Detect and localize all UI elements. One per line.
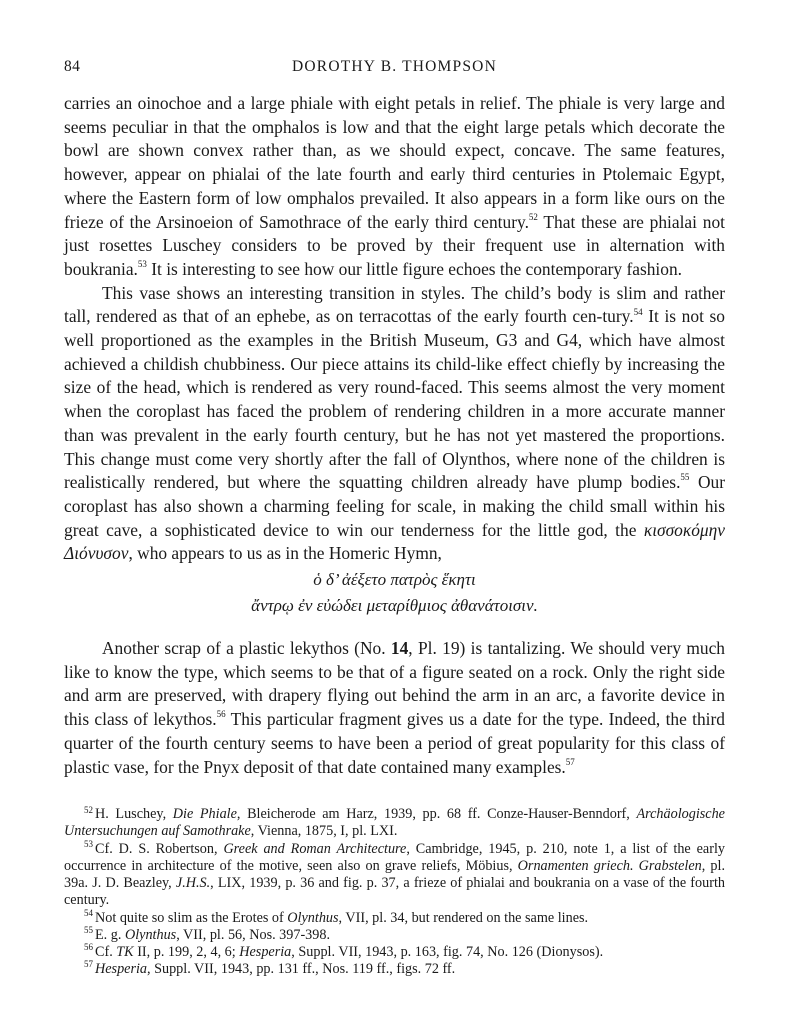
greek-verse-line-2: ἄντρῳ ἐν εὐώδει μεταρίθμιος ἀθανάτοισιν. [251, 595, 538, 615]
text-span: , VII, pl. 34, but rendered on the same lines. [338, 909, 589, 926]
footnote-number: 56 [84, 942, 93, 953]
text-span: H. Luschey, [95, 806, 173, 823]
footnote-ref-52[interactable]: 52 [528, 211, 538, 222]
footnote-number: 52 [84, 804, 93, 815]
footnote-54 [64, 907, 725, 927]
text-span: , pl. 39a. J. D. Beazley, [64, 857, 725, 892]
citation-title: Hesperia [95, 961, 148, 978]
text-span: , VII, pl. 56, Nos. 397-398. [176, 926, 331, 943]
text-span: This vase shows an interesting transition in styles. The child’s body is slim and rather tall, rendered as that of an ephebe, as on terracottas of the early fourth cen-tury. [64, 282, 725, 327]
paragraph-3 [64, 637, 725, 779]
citation-title: Olynthus [287, 909, 339, 926]
text-span: , LIX, 1939, p. 36 and fig. p. 37, a frieze of phialai and boukrania on a vase of the fourth century. [64, 875, 725, 909]
running-head: DOROTHY B. THOMPSON [292, 58, 497, 75]
greek-verse-block [64, 568, 725, 617]
page [64, 52, 725, 978]
greek-epithet: κισσοκόμην Διόνυσον [64, 519, 725, 564]
footnote-number: 53 [84, 838, 93, 849]
footnote-52 [64, 806, 725, 840]
text-span: Another scrap of a plastic lekythos (No. [102, 638, 391, 659]
citation-title: TK [116, 943, 134, 960]
text-span: , who appears to us as in the Homeric Hymn, [128, 543, 442, 564]
text-span: , Bleicherode am Harz, 1939, pp. 68 ff. Conze-Hauser-Benndorf, [236, 806, 637, 823]
citation-title: Die Phiale [172, 806, 237, 823]
footnote-number: 54 [84, 907, 93, 918]
text-span: Cf. [95, 943, 117, 960]
text-span: Not quite so slim as the Erotes of [95, 909, 288, 926]
text-span: That these are phialai not just rosettes Luschey considers to be proved by their frequent use in alternation with boukrania. [64, 211, 725, 279]
footnote-53 [64, 838, 725, 910]
text-span: Cf. D. S. Robertson, [95, 840, 224, 857]
citation-title: Archäologische Untersuchungen auf Samothrake [64, 806, 725, 840]
footnote-number: 55 [84, 924, 93, 935]
text-span: carries an oinochoe and a large phiale with eight petals in relief. The phiale is very large and seems peculiar in that the omphalos is low and that the eight large petals which decorate the bowl are shown convex rather than, as we should expect, concave. The same features, however, appear on phialai of the late fourth and early third centuries in Ptolemaic Egypt, where the Eastern form of low omphalos prevailed. It also appears in a form like ours on the frieze of the Arsinoeion of Samothrace of the early third century. [64, 93, 725, 232]
greek-verse-line-1: ὁ δ’ ἀέξετο πατρὸς ἕκητι [313, 570, 476, 590]
text-span: Our coroplast has also shown a charming feeling for scale, in making the child small within his great cave, a sophisticated device to win our tenderness for the little god, the [64, 472, 725, 540]
footnote-number: 57 [84, 959, 93, 970]
catalogue-number: 14 [390, 638, 409, 659]
citation-title: J.H.S. [175, 875, 211, 892]
text-span: It is not so well proportioned as the examples in the British Museum, G3 and G4, which have almost achieved a childish chubbiness. Our piece attains its child-like effect chiefly by increasing the size of the head, which is rendered as very round-faced. This seems almost the very moment when the coroplast has faced the problem of rendering children in a more accurate manner than was prevalent in the early fourth century, but he has not yet mastered the proportions. This change must come very shortly after the fall of Olynthos, where none of the children is realistically rendered, but where the squatting children already have plump bodies. [64, 306, 725, 493]
paragraph-1 [64, 92, 725, 282]
text-span: , Pl. 19) is tantalizing. We should very much like to know the type, which seems to be that of a figure seated on a rock. Only the right side and arm are preserved, with drapery flying out behind the arm in an arc, a favorite device in this class of lekythos. [64, 638, 725, 730]
citation-title: Ornamenten griech. Grabstelen [517, 857, 702, 874]
footnote-56 [64, 944, 725, 961]
text-span: , Vienna, 1875, I, pl. LXI. [250, 823, 398, 840]
footnote-57 [64, 961, 725, 978]
footnote-ref-55[interactable]: 55 [680, 472, 690, 483]
text-span: This particular fragment gives us a date for the type. Indeed, the third quarter of the fourth century seems to have been a period of great popularity for this class of plastic vase, for the Pnyx deposit of that date contained many examples. [64, 709, 725, 777]
page-number: 84 [64, 58, 81, 75]
footnotes [64, 806, 725, 978]
footnote-ref-57[interactable]: 57 [565, 756, 575, 767]
paragraph-2 [64, 282, 725, 566]
text-span: E. g. [95, 926, 125, 943]
text-span: II, p. 199, 2, 4, 6; [133, 943, 240, 960]
footnote-55 [64, 924, 725, 944]
citation-title: Hesperia [239, 943, 292, 960]
footnote-ref-56[interactable]: 56 [216, 709, 226, 720]
footnote-ref-54[interactable]: 54 [633, 306, 643, 317]
text-span: , Cambridge, 1945, p. 210, note 1, a list of the early occurrence in architecture of the motive, seen also on grave reliefs, Möbius, [64, 840, 725, 874]
citation-title: Greek and Roman Architecture [223, 840, 407, 857]
footnote-ref-53[interactable]: 53 [137, 259, 147, 270]
text-span: , Suppl. VII, 1943, p. 163, fig. 74, No. 126 (Dionysos). [291, 943, 604, 960]
text-span: , Suppl. VII, 1943, pp. 131 ff., Nos. 119 ff., figs. 72 ff. [147, 961, 456, 978]
page-header [64, 52, 725, 78]
text-span: It is interesting to see how our little figure echoes the contemporary fashion. [146, 258, 682, 279]
citation-title: Olynthus [124, 926, 177, 943]
